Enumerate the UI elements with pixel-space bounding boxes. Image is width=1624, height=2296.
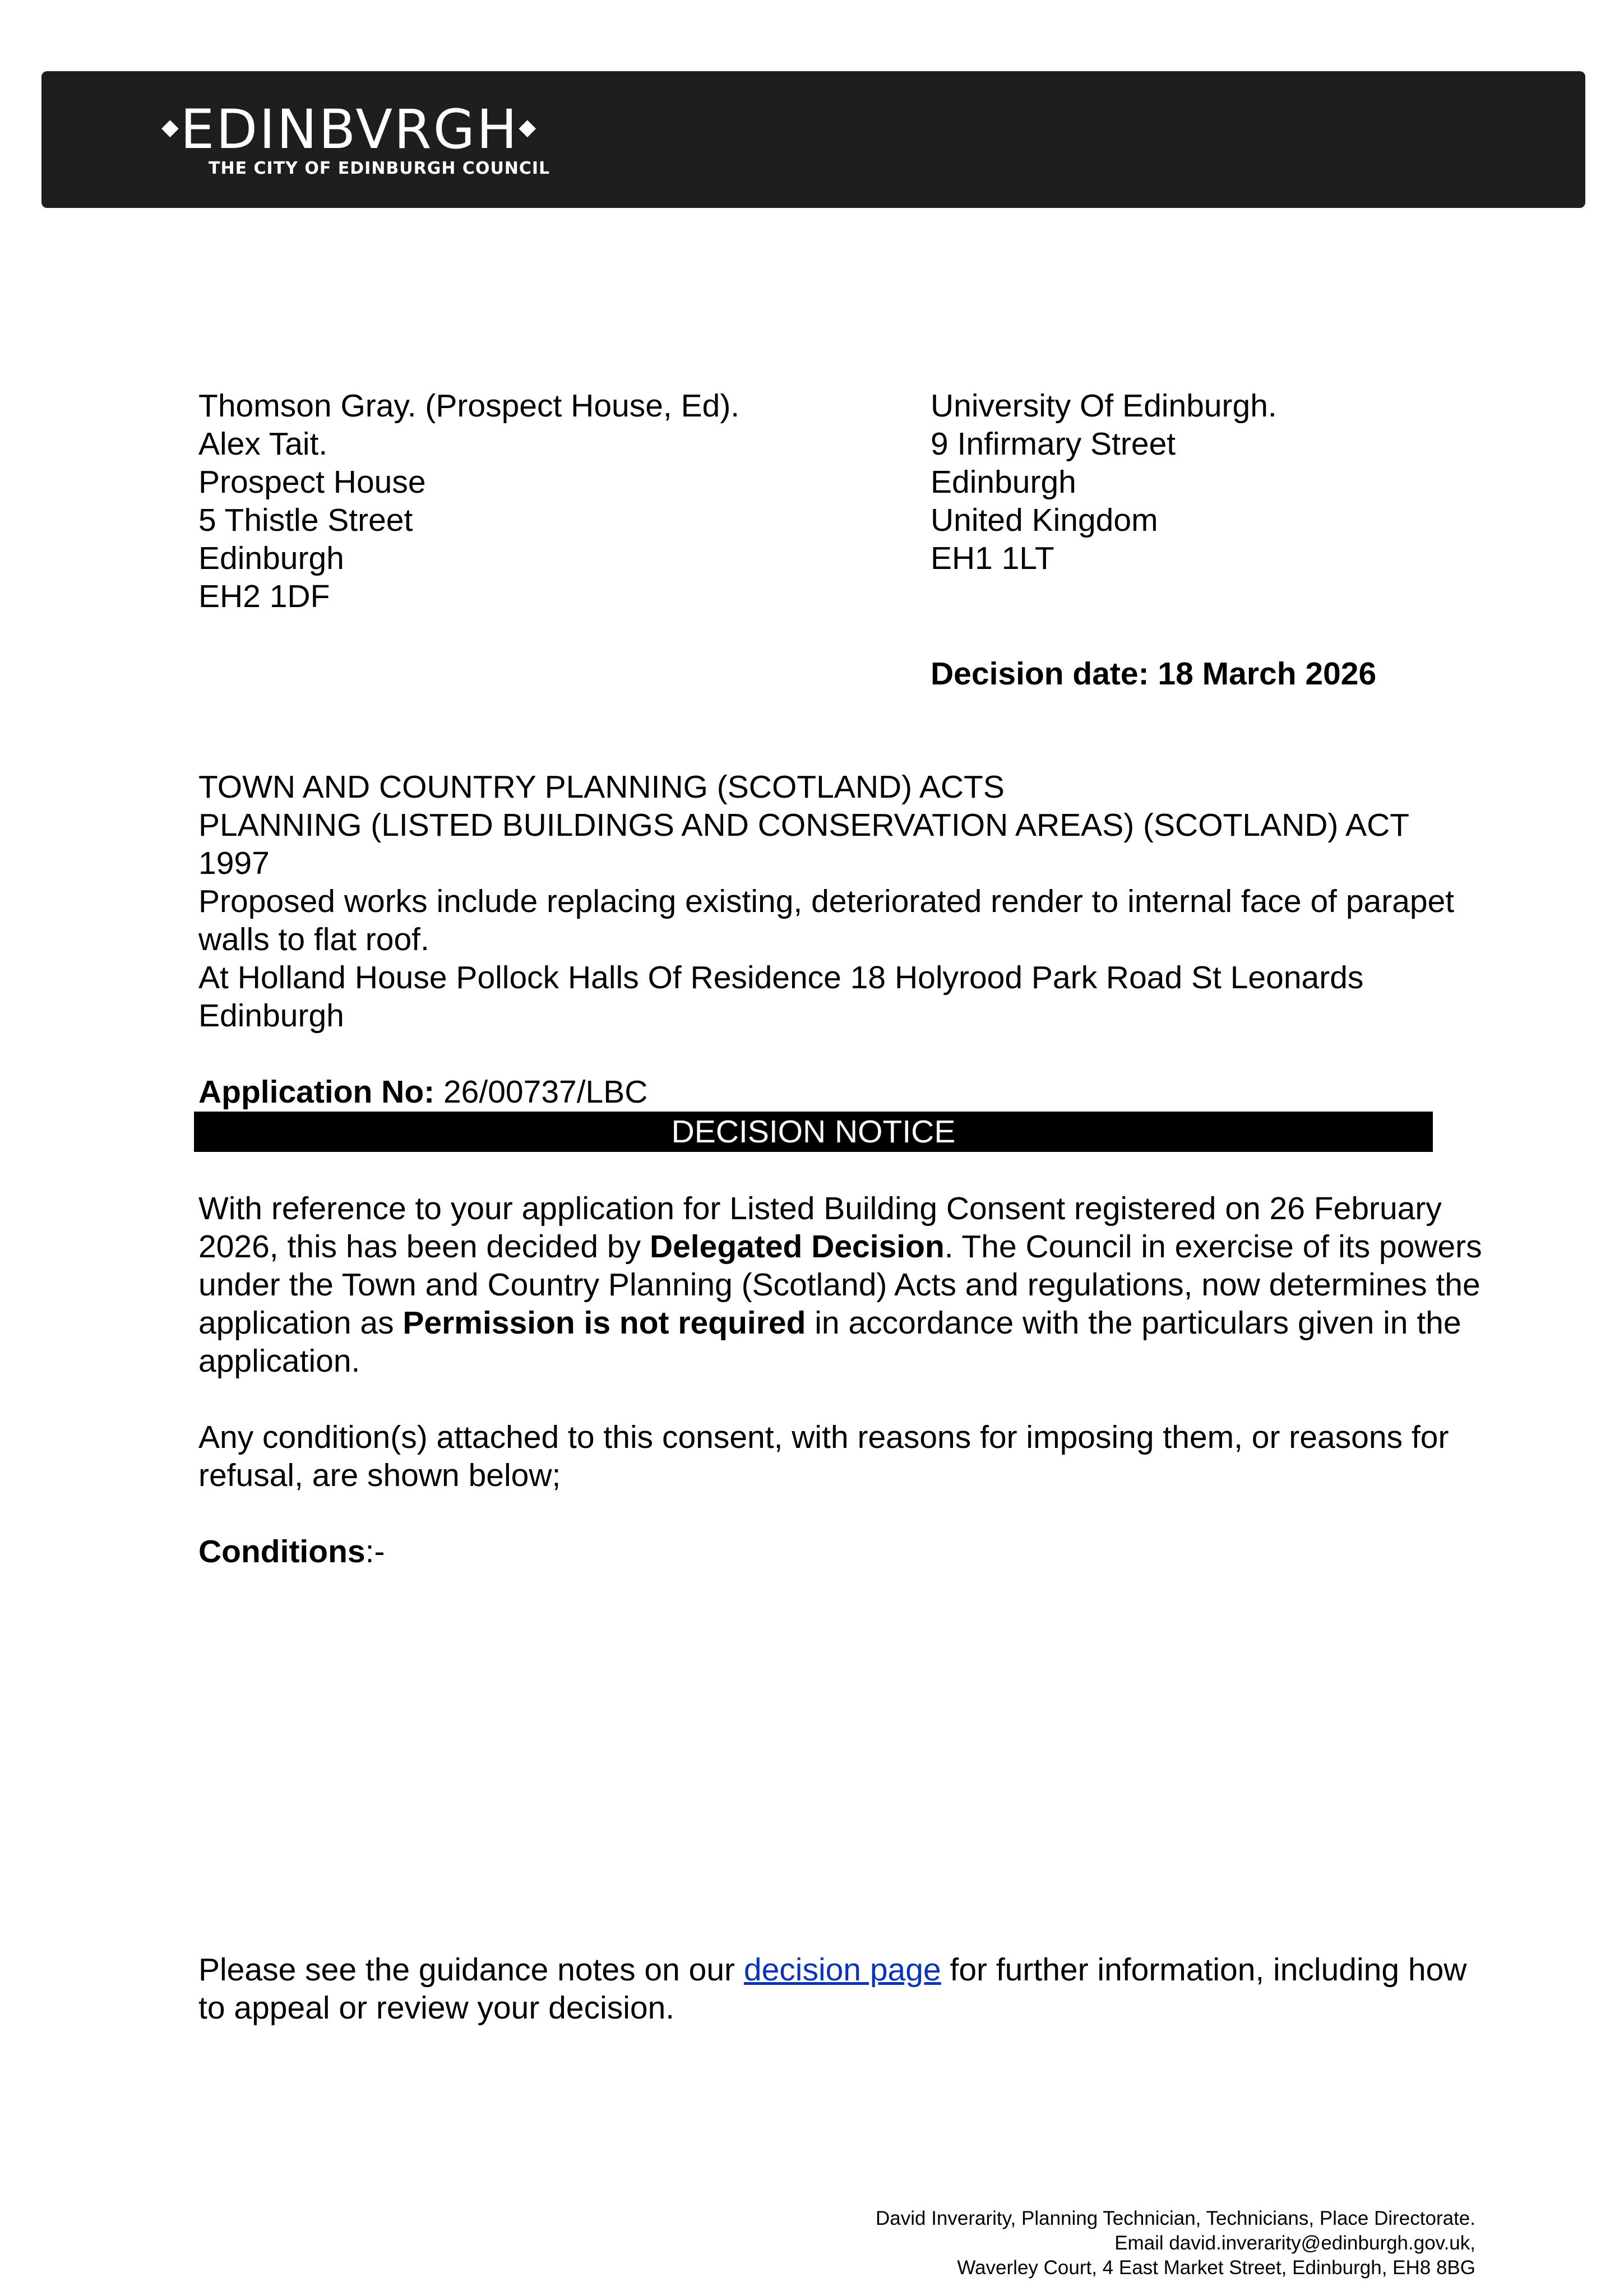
decision-outcome: Permission is not required <box>402 1305 806 1341</box>
guidance-note: Please see the guidance notes on our decision page for further information, including how to appeal or review your decision. <box>198 1952 1467 2026</box>
agent-address-line: Thomson Gray. (Prospect House, Ed). <box>198 388 740 424</box>
application-number-label: Application No: <box>198 1074 435 1110</box>
decision-notice-banner: DECISION NOTICE <box>194 1112 1433 1152</box>
applicant-address-line: University Of Edinburgh. <box>931 388 1277 424</box>
applicant-address-line: EH1 1LT <box>931 540 1054 576</box>
decision-type: Delegated Decision <box>649 1229 945 1265</box>
conditions-heading: Conditions:- <box>198 1534 385 1570</box>
edinburgh-council-logo <box>161 99 550 178</box>
logo-text: EDINBVRGH <box>180 98 519 161</box>
agent-address <box>198 387 739 615</box>
agent-address-line: Alex Tait. <box>198 426 328 462</box>
agent-address-line: Edinburgh <box>198 540 344 576</box>
site-location: At Holland House Pollock Halls Of Residence 18 Holyrood Park Road St Leonards Edinburgh <box>198 960 1364 1034</box>
applicant-address <box>931 387 1277 577</box>
application-number <box>198 1073 1488 1111</box>
applicant-address-line: 9 Infirmary Street <box>931 426 1176 462</box>
application-details <box>198 768 1488 1111</box>
officer-contact-footer <box>876 2206 1475 2280</box>
agent-address-line: 5 Thistle Street <box>198 502 413 538</box>
decision-date: Decision date: 18 March 2026 <box>931 656 1377 692</box>
agent-address-line: EH2 1DF <box>198 578 330 614</box>
decision-page-link[interactable]: decision page <box>743 1952 941 1988</box>
applicant-address-line: United Kingdom <box>931 502 1158 538</box>
logo-subtitle: THE CITY OF EDINBURGH COUNCIL <box>209 159 550 178</box>
logo-diamond-right-icon: ◆ <box>519 114 538 140</box>
proposal-description: Proposed works include replacing existing, deteriorated render to internal face of parapet walls to flat roof. <box>198 883 1455 957</box>
conditions-intro: Any condition(s) attached to this consent, with reasons for imposing them, or reasons for refusal, are shown below; <box>198 1419 1449 1493</box>
decision-paragraph: With reference to your application for Listed Building Consent registered on 26 February 2026, this has been decided by Delegated Decision. The Council in exercise of its powers under the Town and Country Planning (Scotland) Acts and regulations, now determines the application as Permission is not required in accordance with the particulars given in the application. <box>198 1191 1482 1379</box>
agent-address-line: Prospect House <box>198 464 426 500</box>
officer-name-line: David Inverarity, Planning Technician, Technicians, Place Directorate. <box>876 2207 1475 2229</box>
decision-body <box>198 1189 1488 1571</box>
council-header-banner <box>41 71 1585 208</box>
acts-heading: TOWN AND COUNTRY PLANNING (SCOTLAND) ACTS <box>198 769 1005 805</box>
logo-diamond-left-icon: ◆ <box>161 114 181 140</box>
office-address-line: Waverley Court, 4 East Market Street, Edinburgh, EH8 8BG <box>957 2257 1475 2279</box>
officer-email-line: Email david.inverarity@edinburgh.gov.uk, <box>1114 2232 1475 2254</box>
application-number-value: 26/00737/LBC <box>443 1074 648 1110</box>
listed-buildings-act: PLANNING (LISTED BUILDINGS AND CONSERVATION AREAS) (SCOTLAND) ACT 1997 <box>198 807 1409 881</box>
applicant-address-line: Edinburgh <box>931 464 1076 500</box>
